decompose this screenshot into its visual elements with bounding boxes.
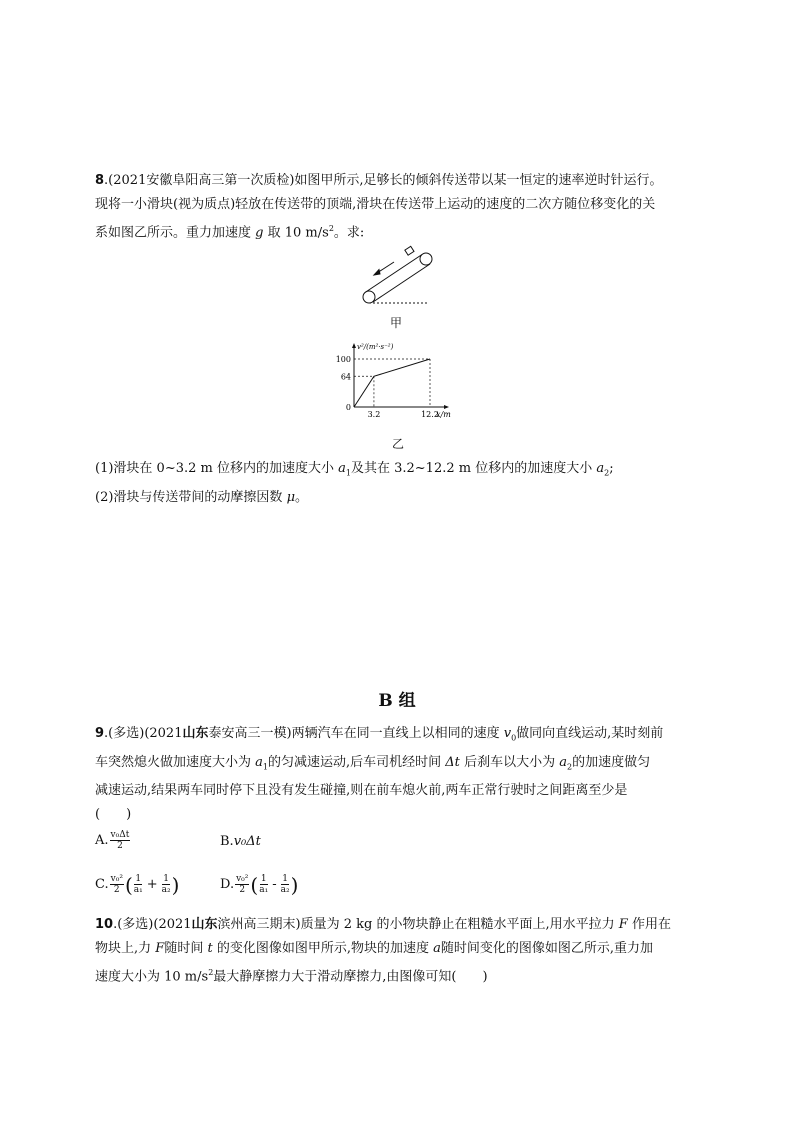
q10-line-2 bbox=[95, 937, 705, 961]
q10-text-1a: .(多选)(2021 bbox=[113, 917, 192, 932]
q10-line-3 bbox=[95, 961, 705, 989]
operator: - bbox=[272, 877, 277, 892]
q9-text-3: 减速运动,结果两车同时停下且没有发生碰撞,则在前车熄火前,两车正常行驶时之间距离至少是 bbox=[95, 783, 628, 799]
subscript: 2 bbox=[604, 468, 610, 478]
q8-line-2 bbox=[95, 193, 705, 217]
q8-text-3b: 取 10 m/s bbox=[267, 225, 329, 241]
slider-block bbox=[405, 246, 414, 255]
question-number: 8 bbox=[95, 173, 105, 188]
option-letter: A. bbox=[95, 833, 109, 848]
var-a: a bbox=[433, 941, 441, 956]
data-series-line bbox=[354, 359, 430, 407]
figure-velocity-squared-chart bbox=[330, 340, 460, 422]
q9-text-2d: 的加速度做匀 bbox=[572, 754, 651, 770]
q8-line-1 bbox=[95, 169, 705, 193]
var-g: g bbox=[255, 225, 264, 241]
q10-line-1 bbox=[95, 913, 705, 937]
q9-text-1a: .(多选)(2021 bbox=[104, 726, 183, 741]
q9-text-2a: 车突然熄火做加速度大小为 bbox=[95, 754, 252, 770]
denominator: a₂ bbox=[161, 885, 171, 895]
var-a2: a bbox=[559, 754, 567, 770]
numerator: 1 bbox=[163, 874, 169, 884]
right-parenthesis: ) bbox=[171, 872, 180, 897]
q10-text-2b: 随时间 bbox=[164, 941, 204, 956]
numerator: 1 bbox=[135, 874, 142, 884]
q9-text-1b: 泰安高三一模)两辆汽车在同一直线上以相同的速度 bbox=[208, 726, 500, 741]
option-letter: C. bbox=[95, 877, 109, 892]
left-parenthesis: ( bbox=[124, 872, 133, 897]
question-9 bbox=[95, 722, 705, 827]
sub2-text-b: 。 bbox=[295, 489, 309, 505]
answer-parentheses: ( ) bbox=[95, 807, 132, 823]
denominator: 2 bbox=[117, 841, 123, 851]
var-v: v bbox=[503, 726, 512, 741]
numerator: 1 bbox=[260, 874, 267, 884]
lower-pulley bbox=[363, 291, 375, 303]
q8-text-3c: 。求: bbox=[333, 225, 365, 241]
q8-subquestions bbox=[95, 457, 705, 510]
y-tick-label: 0 bbox=[345, 403, 351, 412]
fraction bbox=[134, 874, 143, 895]
question-10 bbox=[95, 913, 705, 989]
var-t: t bbox=[207, 941, 213, 956]
x-axis-label: x/m bbox=[436, 410, 451, 419]
figure-conveyor-belt bbox=[352, 244, 442, 312]
option-d bbox=[220, 874, 298, 895]
option-expression: v₀Δt bbox=[233, 834, 261, 849]
question-number: 9 bbox=[95, 726, 105, 741]
fraction bbox=[259, 874, 268, 895]
option-letter: B. bbox=[220, 834, 234, 849]
q10-text-2d: 随时间变化的图像如图乙所示,重力加 bbox=[440, 941, 654, 956]
numerator: v₀² bbox=[110, 874, 123, 884]
left-parenthesis: ( bbox=[250, 872, 259, 897]
var-F: F bbox=[155, 941, 165, 956]
fraction bbox=[110, 830, 131, 851]
sub1-text-c: ; bbox=[609, 461, 614, 476]
fraction bbox=[281, 874, 290, 895]
option-b bbox=[220, 834, 261, 849]
superscript: 2 bbox=[208, 968, 214, 977]
question-8 bbox=[95, 169, 705, 245]
arrow-icon bbox=[374, 262, 394, 275]
operator: + bbox=[146, 877, 158, 892]
y-tick-label: 100 bbox=[335, 355, 351, 364]
q9-text-1c: 做同向直线运动,某时刻前 bbox=[516, 726, 664, 741]
subscript: 0 bbox=[511, 733, 517, 743]
q9-answer-blank bbox=[95, 803, 705, 827]
subscript: 1 bbox=[262, 762, 269, 772]
var-F: F bbox=[618, 917, 628, 932]
q10-text-1c: 作用在 bbox=[631, 917, 671, 932]
x-axis-arrow-icon bbox=[444, 405, 449, 409]
numerator: 1 bbox=[282, 874, 288, 884]
var-a1: a bbox=[338, 461, 346, 476]
q8-text-1: .(2021安徽阜阳高三第一次质检)如图甲所示,足够长的倾斜传送带以某一恒定的速率逆时针运行。 bbox=[104, 173, 663, 188]
q9-text-2b: 的匀减速运动,后车司机经时间 bbox=[268, 754, 442, 770]
q10-text-1-bold: 山东 bbox=[191, 917, 218, 932]
q8-sub-1 bbox=[95, 457, 705, 486]
denominator: 2 bbox=[113, 885, 120, 895]
denominator: 2 bbox=[239, 885, 246, 895]
denominator: a₁ bbox=[133, 885, 143, 895]
q10-text-3b: 最大静摩擦力大于滑动摩擦力,由图像可知( ) bbox=[213, 969, 488, 985]
var-a2: a bbox=[596, 461, 605, 476]
var-mu: μ bbox=[286, 489, 296, 505]
question-number: 10 bbox=[95, 917, 114, 932]
denominator: a₁ bbox=[259, 885, 269, 895]
option-a bbox=[95, 830, 131, 851]
superscript: 2 bbox=[328, 224, 334, 233]
sub2-text-a: (2)滑块与传送带间的动摩擦因数 bbox=[95, 489, 283, 505]
option-c bbox=[95, 874, 179, 895]
subscript: 1 bbox=[345, 468, 351, 478]
q9-text-2c: 后刹车以大小为 bbox=[464, 754, 556, 770]
y-axis-label: v²/(m²·s⁻²) bbox=[357, 343, 394, 351]
q9-text-1-bold: 山东 bbox=[182, 726, 209, 741]
fraction bbox=[162, 874, 171, 895]
right-parenthesis: ) bbox=[290, 872, 299, 897]
x-tick-label: 12.2 bbox=[421, 410, 439, 419]
q10-text-1b: 滨州高三期末)质量为 2 kg 的小物块静止在粗糙水平面上,用水平拉力 bbox=[217, 917, 615, 932]
q9-line-2 bbox=[95, 751, 705, 780]
q8-text-3a: 系如图乙所示。重力加速度 bbox=[95, 225, 252, 241]
numerator: v₀Δt bbox=[110, 830, 130, 840]
figure-label-yi: 乙 bbox=[392, 437, 405, 451]
sub1-text-a: (1)滑块在 0~3.2 m 位移内的加速度大小 bbox=[95, 461, 334, 476]
sub1-text-b: 及其在 3.2~12.2 m 位移内的加速度大小 bbox=[350, 461, 593, 476]
q8-text-2: 现将一小滑块(视为质点)轻放在传送带的顶端,滑块在传送带上运动的速度的二次方随位移变化的关 bbox=[95, 197, 656, 212]
x-tick-label: 3.2 bbox=[367, 410, 381, 419]
denominator: a₂ bbox=[280, 885, 290, 895]
q10-text-2c: 的变化图像如图甲所示,物块的加速度 bbox=[216, 941, 429, 956]
fraction bbox=[110, 874, 124, 895]
q9-line-1 bbox=[95, 722, 705, 751]
numerator: v₀² bbox=[236, 874, 249, 884]
section-heading: B 组 bbox=[378, 691, 416, 711]
subscript: 2 bbox=[566, 762, 573, 772]
q9-line-3 bbox=[95, 779, 705, 803]
y-axis-arrow-icon bbox=[352, 343, 356, 348]
y-tick-label: 64 bbox=[340, 372, 351, 382]
option-letter: D. bbox=[220, 877, 235, 892]
q10-text-3a: 速度大小为 10 m/s bbox=[95, 969, 209, 985]
q10-text-2a: 物块上,力 bbox=[95, 941, 152, 956]
var-delta-t: Δt bbox=[445, 754, 460, 770]
fraction bbox=[235, 874, 249, 895]
figure-label-jia: 甲 bbox=[390, 316, 403, 330]
var-a1: a bbox=[255, 754, 263, 770]
q8-line-3 bbox=[95, 217, 705, 245]
q8-sub-2 bbox=[95, 486, 705, 510]
